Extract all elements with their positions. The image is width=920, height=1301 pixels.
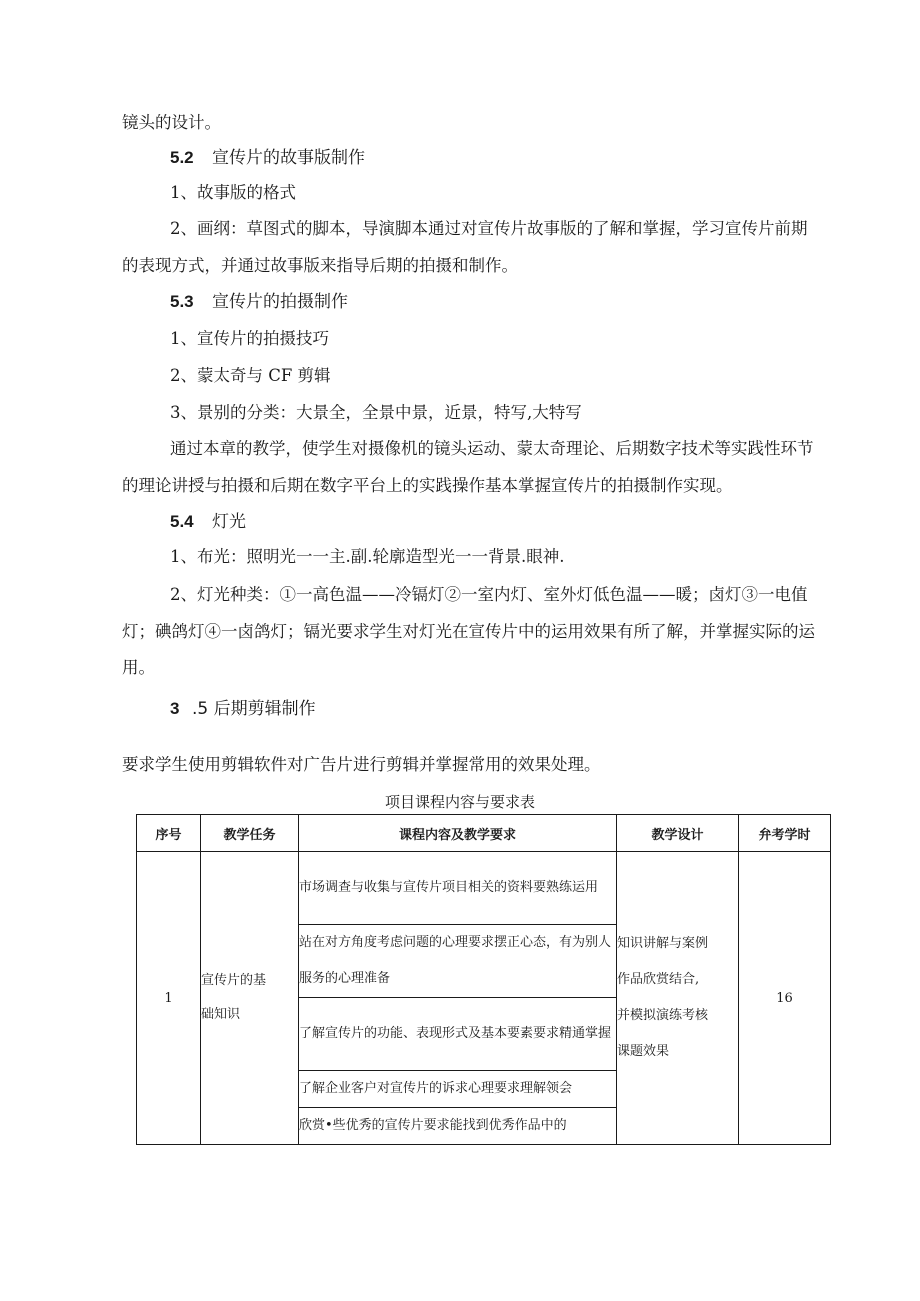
paragraph-5-4-item2-line1: 2、灯光种类：①一高色温——冷镉灯②一室内灯、室外灯低色温——暖；卤灯③一电值 <box>170 585 808 604</box>
header-content: 课程内容及教学要求 <box>299 815 617 852</box>
paragraph-5-4-item1: 1、布光：照明光一一主.副.轮廓造型光一一背景.眼神. <box>170 547 565 566</box>
design-line: 并模拟演练考核 <box>617 1008 709 1023</box>
design-line: 作品欣赏结合, <box>617 972 700 987</box>
paragraph-5-4-item2-line2: 灯；碘鸽灯④一卤鸽灯；镉光要求学生对灯光在宣传片中的运用效果有所了解，并掌握实际的运 <box>122 622 815 641</box>
heading-number: 5.3 <box>170 292 194 311</box>
paragraph-5-3-summary-line2: 的理论讲授与拍摄和后期在数字平台上的实践操作基本掌握宣传片的拍摄制作实现。 <box>122 476 733 495</box>
heading-number: 3 <box>170 699 180 718</box>
heading-3-5 <box>170 698 316 720</box>
heading-text: 灯光 <box>212 512 246 532</box>
heading-number: 5.4 <box>170 512 194 531</box>
header-task: 教学任务 <box>201 815 299 852</box>
task-line: 础知识 <box>201 1007 241 1022</box>
heading-5-3 <box>170 291 348 313</box>
task-line: 宣传片的基 <box>201 973 267 988</box>
design-line: 知识讲解与案例 <box>617 936 709 951</box>
paragraph-5-3-item2: 2、蒙太奇与 CF 剪辑 <box>170 366 331 385</box>
paragraph-5-3-summary-line1: 通过本章的教学，使学生对摄像机的镜头运动、蒙太奇理论、后期数字技术等实践性环节 <box>170 439 814 458</box>
table-caption: 项目课程内容与要求表 <box>384 793 535 811</box>
heading-text: 宣传片的拍摄制作 <box>212 292 348 312</box>
header-hours: 弁考学时 <box>739 815 831 852</box>
design-line: 课题效果 <box>617 1044 670 1059</box>
cell-content: 欣赏•些优秀的宣传片要求能找到优秀作品中的 <box>299 1108 617 1145</box>
heading-number: 5.2 <box>170 148 194 167</box>
heading-text: .5 后期剪辑制作 <box>192 699 316 719</box>
cell-content: 市场调查与收集与宣传片项目相关的资料要熟练运用 <box>299 852 617 925</box>
cell-hours: 16 <box>739 852 831 1145</box>
cell-design <box>617 852 739 1145</box>
cell-task <box>201 852 299 1145</box>
requirements-table <box>136 814 831 1145</box>
cell-content: 了解企业客户对宣传片的诉求心理要求理解领会 <box>299 1071 617 1108</box>
header-design: 教学设计 <box>617 815 739 852</box>
heading-text: 宣传片的故事版制作 <box>212 148 365 168</box>
heading-5-4 <box>170 511 246 533</box>
heading-5-2 <box>170 147 365 169</box>
paragraph-5-2-item1: 1、故事版的格式 <box>170 183 296 202</box>
paragraph-5-4-item2-line3: 用。 <box>122 658 155 677</box>
paragraph-5-2-item2-line2: 的表现方式，并通过故事版来指导后期的拍摄和制作。 <box>122 256 518 275</box>
cell-num: 1 <box>137 852 201 1145</box>
header-num: 序号 <box>137 815 201 852</box>
table-header-row <box>137 815 831 852</box>
paragraph-5-3-item3: 3、景别的分类：大景全，全景中景，近景，特写,大特写 <box>170 403 582 422</box>
paragraph-3-5-body: 要求学生使用剪辑软件对广告片进行剪辑并掌握常用的效果处理。 <box>122 755 601 774</box>
paragraph-intro: 镜头的设计。 <box>122 113 221 132</box>
cell-content: 站在对方角度考虑问题的心理要求摆正心态，有为别人服务的心理准备 <box>299 925 617 998</box>
paragraph-5-2-item2-line1: 2、画纲：草图式的脚本，导演脚本通过对宣传片故事版的了解和掌握，学习宣传片前期 <box>170 219 808 238</box>
table-row <box>137 852 831 925</box>
paragraph-5-3-item1: 1、宣传片的拍摄技巧 <box>170 329 329 348</box>
cell-content: 了解宣传片的功能、表现形式及基本要素要求精通掌握 <box>299 998 617 1071</box>
